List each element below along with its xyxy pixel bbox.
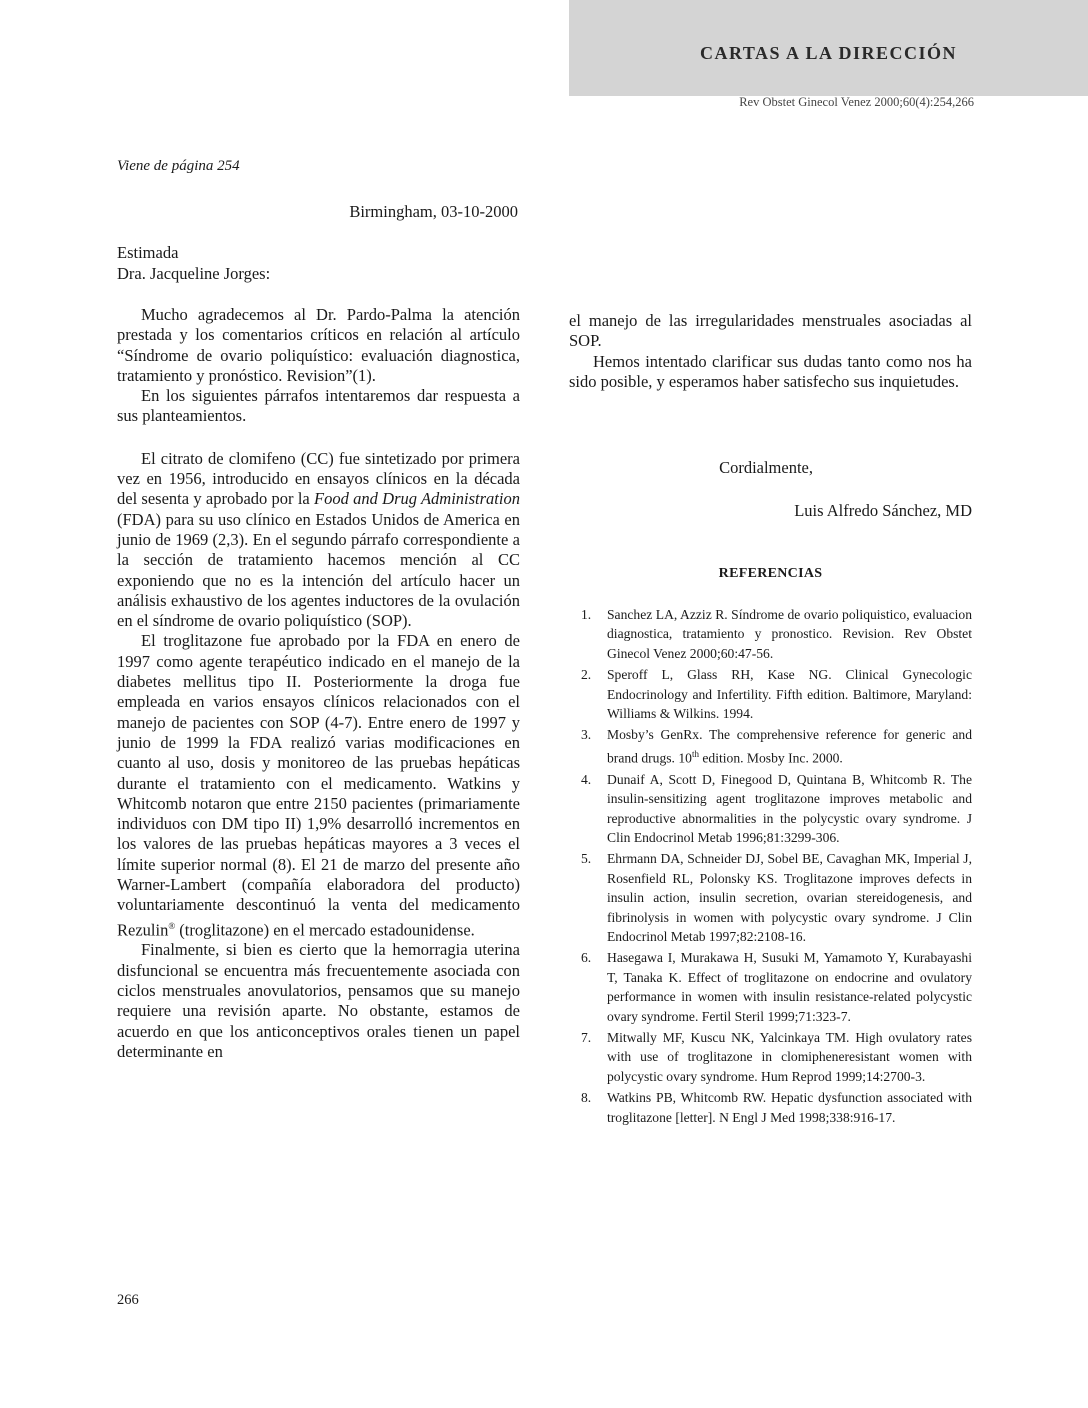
text-run: (troglitazone) en el mercado estadounidense. <box>175 920 475 940</box>
journal-citation: Rev Obstet Ginecol Venez 2000;60(4):254,266 <box>739 95 974 109</box>
references-heading: REFERENCIAS <box>718 566 823 581</box>
reference-number: 8. <box>581 1090 592 1106</box>
reference-item <box>569 849 972 946</box>
reference-item <box>569 1088 972 1127</box>
reference-text: Watkins PB, Whitcomb RW. Hepatic dysfunction associated with troglitazone [letter]. N Engl J Med 1998;338:916-17. <box>607 1090 972 1125</box>
reference-text: Ehrmann DA, Schneider DJ, Sobel BE, Cavaghan MK, Imperial J, Rosenfield RL, Polonsky KS. Troglitazone improves defects in insulin action, insulin secretion, ovarian stereidogenesis, and fibrinolysis in women with polycystic ovary syndrome. J Clin Endocrinol Metab 1997;82:2108-16. <box>607 851 972 945</box>
reference-text: edition. Mosby Inc. 2000. <box>698 750 843 766</box>
section-header-box <box>569 0 1088 96</box>
body-paragraph <box>117 631 520 940</box>
reference-number: 1. <box>581 607 592 622</box>
section-title: CARTAS A LA DIRECCIÓN <box>699 43 958 63</box>
reference-item <box>569 770 972 848</box>
reference-text: Mitwally MF, Kuscu NK, Yalcinkaya TM. High ovulatory rates with use of troglitazone in clomipheneresistant women with polycystic ovary syndrome. Hum Reprod 1999;14:2700-3. <box>607 1030 972 1084</box>
place-date: Birmingham, 03-10-2000 <box>349 202 518 221</box>
reference-text: Hasegawa I, Murakawa H, Susuki M, Yamamoto Y, Kurabayashi T, Tanaka K. Effect of troglitazone on endocrine and ovulatory performance in women with insulin resistance-related polycystic ovary syndrome. Fertil Steril 1999;71:323-7. <box>607 950 972 1024</box>
author-signature: Luis Alfredo Sánchez, MD <box>794 501 972 520</box>
salutation-line: Dra. Jacqueline Jorges: <box>117 264 271 283</box>
continued-from-note: Viene de página 254 <box>117 158 240 174</box>
reference-text: Speroff L, Glass RH, Kase NG. Clinical Gynecologic Endocrinology and Infertility. Fifth edition. Baltimore, Maryland: Williams & Wilkins. 1994. <box>607 667 972 722</box>
reference-number: 7. <box>581 1030 592 1046</box>
reference-number: 6. <box>581 950 592 966</box>
right-column <box>569 311 972 392</box>
reference-number: 5. <box>581 851 592 867</box>
reference-item <box>569 665 972 723</box>
reference-number: 4. <box>581 771 592 787</box>
body-paragraph: En los siguientes párrafos intentaremos dar respuesta a sus planteamientos. <box>117 386 520 426</box>
body-paragraph: Finalmente, si bien es cierto que la hemorragia uterina disfuncional se encuentra más frecuentemente asociada con ciclos menstruales anovulatorios, pensamos que su manejo requiere una revisión aparte. No obstante, estamos de acuerdo en que los anticonceptivos orales tienen un papel determinante en <box>117 940 520 1061</box>
body-paragraph: Mucho agradecemos al Dr. Pardo-Palma la atención prestada y los comentarios críticos en relación al artículo “Síndrome de ovario poliquístico: evaluación diagnostica, tratamiento y pronóstico. Revision”(1). <box>117 305 520 385</box>
body-paragraph <box>117 449 520 632</box>
left-column <box>117 305 520 1062</box>
page-number: 266 <box>117 1292 139 1308</box>
reference-item <box>569 1028 972 1086</box>
reference-text: Mosby’s GenRx. The comprehensive reference for generic and brand drugs. 10 <box>607 727 972 766</box>
reference-list <box>569 605 972 1129</box>
reference-text: Dunaif A, Scott D, Finegood D, Quintana B, Whitcomb R. The insulin-sensitizing agent troglitazone improves metabolic and reproductive abnormalities in the polycystic ovary syndrome. J Clin Endocrinol Metab 1996;81:3299-306. <box>607 771 972 845</box>
salutation <box>117 242 270 284</box>
text-run: El troglitazone fue aprobado por la FDA en enero de 1997 como agente terapéutico indicado en el manejo de la diabetes mellitus tipo II. Posteriormente la droga fue empleada en varios ensayos clínicos relacionados con el manejo de pacientes con SOP (4-7). Entre enero de 1997 y junio de 1999 la FDA realizó varias modificaciones en cuanto al uso, dosis y monitoreo de las pruebas hepáticas durante el tratamiento con el medicamento. Watkins y Whitcomb notaron que entre 2150 pacientes (primariamente individuos con DM tipo II) 1,9% desarrolló incrementos en los valores de las pruebas hepáticas mayores a 3 veces el límite superior normal (8). El 21 de marzo del presente año Warner-Lambert (compañía elaboradora del producto) voluntariamente descontinuó la venta del medicamento Rezulin <box>117 631 520 940</box>
reference-item <box>569 725 972 767</box>
text-run: (FDA) para su uso clínico en Estados Unidos de America en junio de 1969 (2,3). En el segundo párrafo correspondiente a la sección de tratamiento hacemos mención al CC exponiendo que no es la intención del artículo hacer un análisis exhaustivo de los agentes inductores de la ovulación en el síndrome de ovario poliquístico (SOP). <box>117 509 520 631</box>
salutation-line: Estimada <box>117 243 179 262</box>
registered-mark: ® <box>168 920 176 931</box>
body-paragraph-continued: el manejo de las irregularidades menstruales asociadas al SOP. <box>569 311 972 351</box>
reference-item <box>569 605 972 663</box>
superscript: th <box>691 748 699 759</box>
reference-item <box>569 948 972 1026</box>
reference-text: Sanchez LA, Azziz R. Síndrome de ovario poliquistico, evaluacion diagnostica, tratamiento y pronostico. Revision. Rev Obstet Ginecol Venez 2000;60:47-56. <box>607 607 972 661</box>
reference-number: 3. <box>581 727 592 743</box>
reference-number: 2. <box>581 667 592 683</box>
text-run: El citrato de clomifeno (CC) fue sintetizado por primera vez en 1956, introducido en ensayos clínicos en la década del sesenta y aprobado por la <box>117 448 520 509</box>
body-paragraph: Hemos intentado clarificar sus dudas tanto como nos ha sido posible, y esperamos haber satisfecho sus inquietudes. <box>569 351 972 391</box>
closing: Cordialmente, <box>719 458 813 477</box>
italic-term: Food and Drug Administration <box>314 489 520 509</box>
